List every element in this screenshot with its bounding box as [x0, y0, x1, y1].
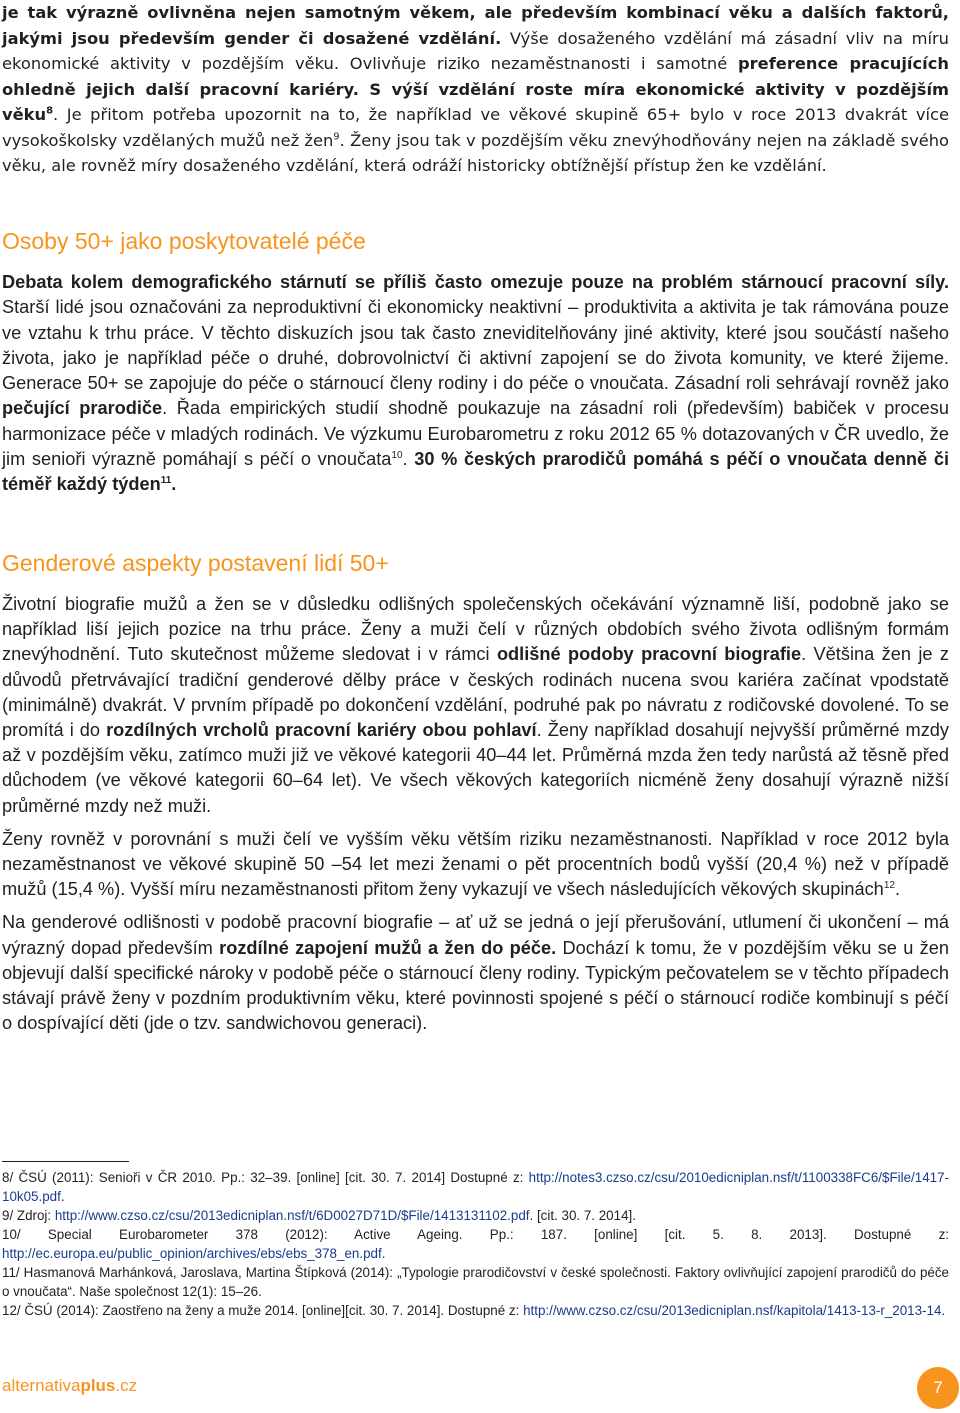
care-text-3: . [402, 449, 415, 470]
gender-text-1: Životní biografie mužů a žen se v důsledku odlišných společenských očekávání významně liší, podobně jako se například liší jejich pozice na trhu práce. Ženy a muži čelí v různých obdobích svého života odlišným formám znevýhodnění. Tuto skutečnost můžeme sledovat i v rámci [2, 594, 949, 665]
gender-paragraph-1 [2, 592, 949, 819]
footnote-9-link[interactable]: http://www.czso.cz/csu/2013edicniplan.nsf/t/6D0027D71D/$File/1413131102.pdf [54, 1208, 530, 1223]
gender-bold-1: odlišné podoby pracovní biografie [496, 644, 802, 665]
footnote-ref-11[interactable]: 11 [160, 475, 172, 487]
footnote-10 [2, 1225, 949, 1263]
footnotes [2, 1168, 949, 1320]
footnote-12 [2, 1301, 949, 1320]
footnote-9 [2, 1206, 949, 1225]
unemployment-text-1: Ženy rovněž v porovnání s muži čelí ve vyšším věku větším riziku nezaměstnanosti. Například v roce 2012 byla nezaměstnanost ve věkové skupině 50 –54 let mezi ženami o pět procentních bodů vyšší (20,4 %) než v případě mužů (15,4 %). Vyšší míru nezaměstnanosti přitom ženy vykazují ve všech následujících věkových skupinách [2, 828, 949, 900]
intro-paragraph [2, 0, 949, 179]
intro-bold-2: preference pracujících ohledně jejich další pracovní kariéry. S výší vzdělání roste míra ekonomické aktivity v pozdějším věku [2, 54, 949, 124]
page-number: 7 [933, 1378, 943, 1397]
footer-brand[interactable] [2, 1376, 137, 1396]
care-gap-text-1: Na genderové odlišnosti v podobě pracovní biografie – ať už se jedná o její přerušování, utlumení či ukončení – má výrazný dopad především [2, 912, 949, 958]
footnote-12-text: 12/ ČSÚ (2014): Zaostřeno na ženy a muže 2014. [online][cit. 30. 7. 2014]. Dostupné z: [2, 1303, 524, 1318]
unemployment-text-2: . [894, 879, 900, 900]
footnote-8-link[interactable]: http://notes3.czso.cz/csu/2010edicniplan.nsf/t/1100338FC6/$File/1417-10k05.pdf [2, 1170, 949, 1204]
care-text-2: . Řada empirických studií shodně poukazuje na zásadní roli (především) babiček v procesu harmonizace péče v mladých rodinách. Ve výzkumu Eurobarometru z roku 2012 65 % dotazovaných v ČR uvedlo, že jim senioři výrazně pomáhají s péčí o vnoučata [2, 398, 949, 470]
footnote-divider [2, 1161, 129, 1162]
intro-text-3: . Ženy jsou tak v pozdějším věku znevýhodňovány nejen na základě svého věku, ale rovněž míry dosaženého vzdělání, která odráží historicky obtížnější přístup žen ke vzdělání. [2, 130, 949, 175]
care-bold-3: 30 % českých prarodičů pomáhá s péčí o vnoučata denně či téměř každý týden [2, 449, 950, 495]
footnote-10-end: . [381, 1246, 386, 1261]
care-text-1: Starší lidé jsou označováni za neproduktivní či ekonomicky neaktivní – produktivita a aktivita je tak rámována pouze ve vztahu k trhu práce. V těchto diskuzích jsou tak často zneviditelňovány jiné aktivity, které jsou součástí našeho života, jako je například péče o druhé, dobrovolnictví či aktivní zapojení se do života komunity, ve které žijeme. Generace 50+ se zapojuje do péče o stárnoucí členy rodiny i do péče o vnoučata. Zásadní roli sehrávají rovněž jako [2, 297, 949, 394]
page-number-badge [917, 1367, 959, 1409]
footnote-9-end: . [cit. 30. 7. 2014]. [529, 1208, 636, 1223]
footnote-10-link[interactable]: http://ec.europa.eu/public_opinion/archives/ebs/ebs_378_en.pdf [2, 1246, 382, 1261]
care-gap-bold-1: rozdílné zapojení mužů a žen do péče. [219, 937, 557, 958]
intro-text-2: . Je přitom potřeba upozornit na to, že například ve věkové skupině 65+ bylo v roce 2013 dvakrát více vysokoškolsky vzdělaných mužů než žen [2, 105, 949, 150]
footnote-8-end: . [60, 1189, 65, 1204]
footnote-8-text: 8/ ČSÚ (2011): Senioři v ČR 2010. Pp.: 32–39. [online] [cit. 30. 7. 2014] Dostupné z: [2, 1170, 529, 1185]
footnote-ref-8[interactable]: 8 [46, 105, 54, 117]
gender-paragraph-2 [2, 827, 949, 903]
brand-part-2: plus [80, 1376, 116, 1395]
footnote-12-link[interactable]: http://www.czso.cz/csu/2013edicniplan.nsf/kapitola/1413-13-r_2013-14 [523, 1303, 942, 1318]
brand-part-1: alternativa [2, 1376, 81, 1395]
care-bold-4: . [171, 474, 177, 495]
gender-text-2: . Většina žen je z důvodů přetrvávající tradiční genderové dělby práce v českých rodinách nucena svou kariéra začínat vpodstatě (minimálně) dvakrát. V prvním případě po dokončení vzdělání, podruhé pak po návratu z rodičovské dovolené. To se promítá i do [2, 644, 949, 741]
gender-text-3: . Ženy například dosahují nejvyšší průměrné mzdy až v pozdějším věku, zatímco muži již ve věkové kategorii 40–44 let. Průměrná mzda žen tedy narůstá až těsně před důchodem (ve věkové kategorii 60–64 let). Ve všech věkových kategoriích nicméně ženy dosahují výrazně nižší průměrné mzdy než muži. [2, 720, 949, 816]
gender-bold-2: rozdílných vrcholů pracovní kariéry obou pohlaví [106, 720, 537, 741]
care-gap-text-2: Dochází k tomu, že v pozdějším věku se u žen objevují další specifické nároky v podobě péče o stárnoucí členy rodiny. Typickým pečovatelem se v těchto případech stávají právě ženy v pozdním produktivním věku, které povinnosti spojené s péčí o stárnoucí rodiče kombinují s péčí o dospívající děti (jde o tzv. sandwichovou generaci). [2, 937, 949, 1034]
footnote-9-text: 9/ Zdroj: [2, 1208, 55, 1223]
section-heading-gender: Genderové aspekty postavení lidí 50+ [2, 550, 389, 576]
footnote-10-text: 10/ Special Eurobarometer 378 (2012): Active Ageing. Pp.: 187. [online] [cit. 5. 8. 2013]. Dostupné z: [2, 1227, 949, 1242]
gender-section-body [2, 592, 949, 1044]
footnote-ref-12[interactable]: 12 [883, 880, 895, 892]
care-bold-1: Debata kolem demografického stárnutí se příliš často omezuje pouze na problém stárnoucí pracovní síly. [2, 272, 949, 292]
gender-paragraph-3 [2, 910, 949, 1036]
footnote-8 [2, 1168, 949, 1206]
intro-text-1: Výše dosaženého vzdělání má zásadní vliv na míru ekonomické aktivity v pozdějším věku. Ovlivňuje riziko nezaměstnanosti i samotné [2, 28, 949, 73]
brand-part-3: .cz [115, 1376, 138, 1395]
footnote-ref-10[interactable]: 10 [391, 450, 403, 462]
section-heading-care: Osoby 50+ jako poskytovatelé péče [2, 228, 366, 254]
footnote-ref-9[interactable]: 9 [333, 131, 340, 143]
care-paragraph [2, 270, 949, 498]
intro-bold-1: je tak výrazně ovlivněna nejen samotným věkem, ale především kombinací věku a dalších faktorů, jakými jsou především gender či dosažené vzdělání. [2, 3, 949, 48]
footnote-12-end: . [941, 1303, 946, 1318]
care-bold-2: pečující prarodiče [2, 398, 163, 419]
footnote-11: 11/ Hasmanová Marhánková, Jaroslava, Martina Štípková (2014): „Typologie prarodičovství v české společnosti. Faktory ovlivňující zapojení prarodičů do péče o vnoučata“. Naše společnost 12(1): 15–26. [2, 1265, 949, 1299]
